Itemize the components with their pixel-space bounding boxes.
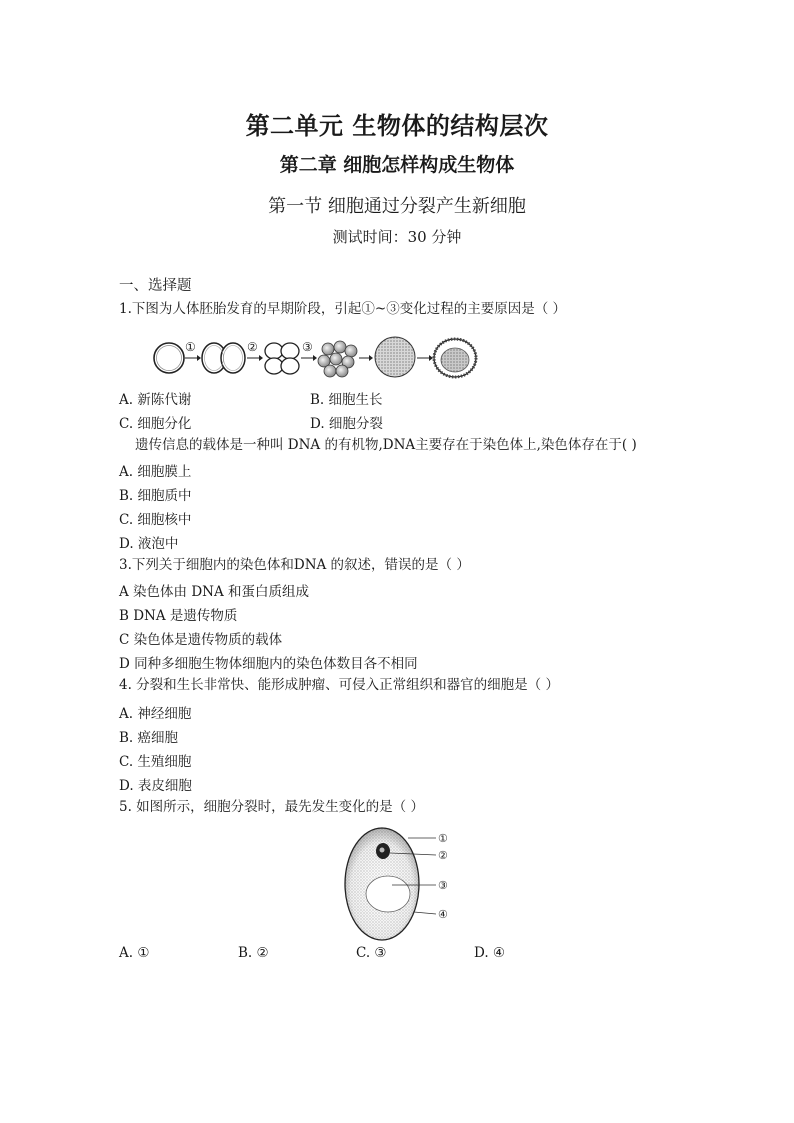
- q5-option-d[interactable]: D. ④: [474, 945, 506, 961]
- arrow-1: [185, 355, 201, 361]
- q3-option-c[interactable]: C 染色体是遗传物质的载体: [119, 632, 283, 648]
- question-2-stem: 遗传信息的载体是一种叫 DNA 的有机物,DNA主要存在于染色体上,染色体存在于( ): [135, 437, 637, 453]
- morula-stage: [318, 341, 357, 377]
- embryo-development-figure: [150, 334, 480, 382]
- q1-option-b[interactable]: B. 细胞生长: [310, 392, 383, 408]
- q1-option-a[interactable]: A. 新陈代谢: [119, 392, 192, 408]
- q5-option-b[interactable]: B. ②: [238, 945, 269, 961]
- vacuole: [366, 876, 410, 912]
- q4-option-d[interactable]: D. 表皮细胞: [119, 778, 192, 794]
- q5-option-c[interactable]: C. ③: [356, 945, 387, 961]
- cell-label-1: ①: [438, 832, 448, 845]
- q4-option-c[interactable]: C. 生殖细胞: [119, 754, 192, 770]
- question-4-stem: 4. 分裂和生长非常快、能形成肿瘤、可侵入正常组织和器官的细胞是（ ）: [119, 677, 559, 693]
- figure-label-3: ③: [302, 340, 313, 354]
- chapter-title: 第二章 细胞怎样构成生物体: [279, 154, 515, 176]
- blastocyst-section: [434, 339, 476, 377]
- q1-option-c[interactable]: C. 细胞分化: [119, 416, 192, 432]
- q4-option-b[interactable]: B. 癌细胞: [119, 730, 179, 746]
- figure-label-1: ①: [185, 340, 196, 354]
- arrow-3: [301, 355, 317, 361]
- section-title: 第一节 细胞通过分裂产生新细胞: [268, 196, 526, 217]
- cell-label-4: ④: [438, 908, 448, 921]
- arrow-2: [247, 355, 263, 361]
- q2-option-a[interactable]: A. 细胞膜上: [119, 464, 192, 480]
- zygote-cell: [154, 343, 184, 373]
- animal-cell-figure: [336, 822, 460, 944]
- figure-label-2: ②: [247, 340, 258, 354]
- q5-option-a[interactable]: A. ①: [119, 945, 150, 961]
- leader-line-4: [414, 912, 436, 914]
- question-5-stem: 5. 如图所示，细胞分裂时，最先发生变化的是（ ）: [119, 799, 424, 815]
- cell-label-2: ②: [438, 849, 448, 862]
- four-cell-stage: [265, 343, 299, 374]
- q4-option-a[interactable]: A. 神经细胞: [119, 706, 192, 722]
- q1-option-d[interactable]: D. 细胞分裂: [310, 416, 383, 432]
- q3-option-b[interactable]: B DNA 是遗传物质: [119, 608, 238, 624]
- q2-option-b[interactable]: B. 细胞质中: [119, 488, 192, 504]
- q2-option-c[interactable]: C. 细胞核中: [119, 512, 192, 528]
- arrow-4: [359, 355, 373, 361]
- q2-option-d[interactable]: D. 液泡中: [119, 536, 179, 552]
- blastula-stage: [375, 337, 415, 377]
- section-heading: 一、选择题: [119, 278, 192, 294]
- q3-option-a[interactable]: A 染色体由 DNA 和蛋白质组成: [119, 584, 310, 600]
- question-3-stem: 3.下列关于细胞内的染色体和DNA 的叙述，错误的是（ ）: [119, 557, 470, 573]
- unit-title: 第二单元 生物体的结构层次: [245, 112, 549, 140]
- arrow-5: [417, 355, 433, 361]
- cell-label-3: ③: [438, 879, 448, 892]
- test-time: 测试时间：30 分钟: [332, 228, 462, 246]
- nucleus: [376, 843, 390, 859]
- q3-option-d[interactable]: D 同种多细胞生物体细胞内的染色体数目各不相同: [119, 656, 418, 672]
- question-1-stem: 1.下图为人体胚胎发育的早期阶段，引起①~③变化过程的主要原因是（ ）: [119, 301, 566, 317]
- two-cell-stage: [202, 343, 245, 373]
